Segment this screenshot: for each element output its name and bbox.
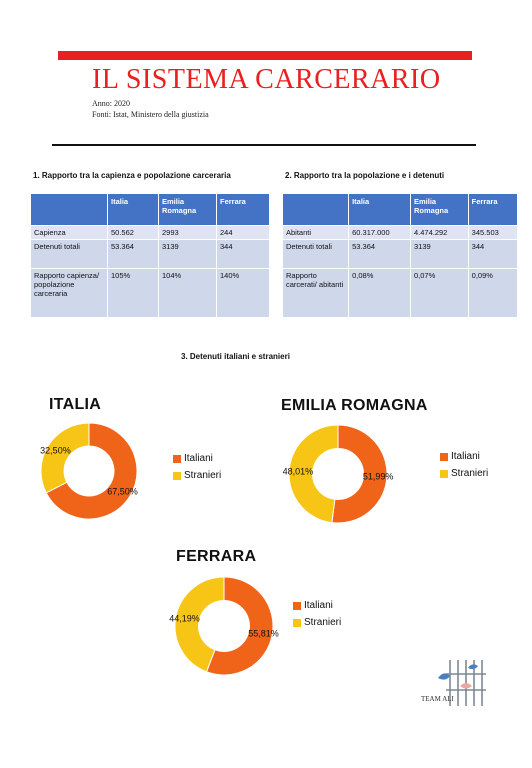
legend-label: Italiani: [184, 453, 213, 464]
table-cell: 3139: [411, 240, 468, 268]
table-header-cell: Ferrara: [469, 194, 517, 225]
year-label: Anno: 2020: [92, 99, 130, 108]
table-cell: 0,09%: [469, 269, 517, 317]
section2-title: 2. Rapporto tra la popolazione e i detenuti: [285, 171, 445, 180]
header-divider: [52, 144, 476, 146]
legend-swatch-stranieri: [440, 470, 448, 478]
donut-title-emilia-romagna: EMILIA ROMAGNA: [281, 397, 428, 414]
legend-label: Stranieri: [304, 617, 342, 628]
table-header-cell: Emilia Romagna: [411, 194, 468, 225]
donut-data-label-stranieri: 32,50%: [40, 445, 71, 456]
table-cell: 4.474.292: [411, 226, 468, 239]
table-header-cell: Italia: [349, 194, 410, 225]
donut-chart-ferrara: [169, 575, 279, 677]
row-label: Detenuti totali: [283, 240, 348, 268]
section3-title: 3. Detenuti italiani e stranieri: [181, 352, 290, 361]
legend-swatch-stranieri: [293, 619, 301, 627]
table-cell: 104%: [159, 269, 216, 317]
legend-label: Stranieri: [184, 470, 222, 481]
legend-italia: [173, 450, 221, 484]
table-row: [31, 269, 269, 317]
legend-item-italiani: [173, 450, 221, 467]
donut-data-label-stranieri: 48,01%: [282, 466, 314, 477]
legend-item-stranieri: [293, 614, 341, 631]
donut-slice-stranieri: [41, 423, 89, 493]
legend-swatch-italiani: [173, 455, 181, 463]
donut-data-label-italiani: 51,99%: [362, 471, 394, 482]
table-cell: 0,08%: [349, 269, 410, 317]
logo-text: TEAM ALI: [421, 695, 454, 703]
legend-swatch-stranieri: [173, 472, 181, 480]
row-label: Abitanti: [283, 226, 348, 239]
table-row: [283, 240, 517, 268]
top-accent-bar: [58, 51, 472, 60]
donut-title-italia: ITALIA: [49, 396, 102, 413]
table-cell: 344: [469, 240, 517, 268]
table-cell: 345.503: [469, 226, 517, 239]
page-title: IL SISTEMA CARCERARIO: [92, 64, 441, 95]
table-cell: 60.317.000: [349, 226, 410, 239]
donut-chart-emilia-romagna: [282, 424, 394, 524]
table-cell: 105%: [108, 269, 158, 317]
table-header-cell: [283, 194, 348, 225]
table-header-cell: [31, 194, 107, 225]
table-row: [283, 226, 517, 239]
sources-label: Fonti: Istat, Ministero della giustizia: [92, 110, 209, 119]
table-cell: 140%: [217, 269, 269, 317]
table-header-row: [31, 194, 269, 225]
donut-data-label-stranieri: 44,19%: [169, 613, 200, 624]
table-cell: 244: [217, 226, 269, 239]
capacity-table: [30, 193, 270, 318]
table-header-cell: Ferrara: [217, 194, 269, 225]
row-label: Capienza: [31, 226, 107, 239]
donut-data-label-italiani: 55,81%: [248, 628, 279, 639]
table-cell: 2993: [159, 226, 216, 239]
table-cell: 0,07%: [411, 269, 468, 317]
legend-swatch-italiani: [293, 602, 301, 610]
legend-label: Italiani: [304, 600, 333, 611]
team-logo-icon: [420, 656, 494, 712]
population-table: [282, 193, 518, 318]
table-row: [31, 226, 269, 239]
table-cell: 53.364: [108, 240, 158, 268]
legend-item-stranieri: [440, 465, 488, 482]
legend-label: Italiani: [451, 451, 480, 462]
table-header-row: [283, 194, 517, 225]
table-header-cell: Italia: [108, 194, 158, 225]
row-label: Rapporto capienza/ popolazione carceraria: [31, 269, 107, 317]
donut-chart-italia: [37, 422, 141, 520]
legend-ferrara: [293, 597, 341, 631]
legend-swatch-italiani: [440, 453, 448, 461]
legend-item-italiani: [440, 448, 488, 465]
section1-title: 1. Rapporto tra la capienza e popolazione carceraria: [33, 171, 231, 180]
legend-emilia-romagna: [440, 448, 488, 482]
table-row: [283, 269, 517, 317]
table-cell: 344: [217, 240, 269, 268]
donut-data-label-italiani: 67,50%: [107, 486, 138, 497]
table-row: [31, 240, 269, 268]
legend-item-italiani: [293, 597, 341, 614]
table-cell: 50.562: [108, 226, 158, 239]
table-cell: 3139: [159, 240, 216, 268]
row-label: Detenuti totali: [31, 240, 107, 268]
table-header-cell: Emilia Romagna: [159, 194, 216, 225]
legend-label: Stranieri: [451, 468, 489, 479]
donut-title-ferrara: FERRARA: [176, 548, 257, 565]
table-cell: 53.364: [349, 240, 410, 268]
legend-item-stranieri: [173, 467, 221, 484]
row-label: Rapporto carcerati/ abitanti: [283, 269, 348, 317]
